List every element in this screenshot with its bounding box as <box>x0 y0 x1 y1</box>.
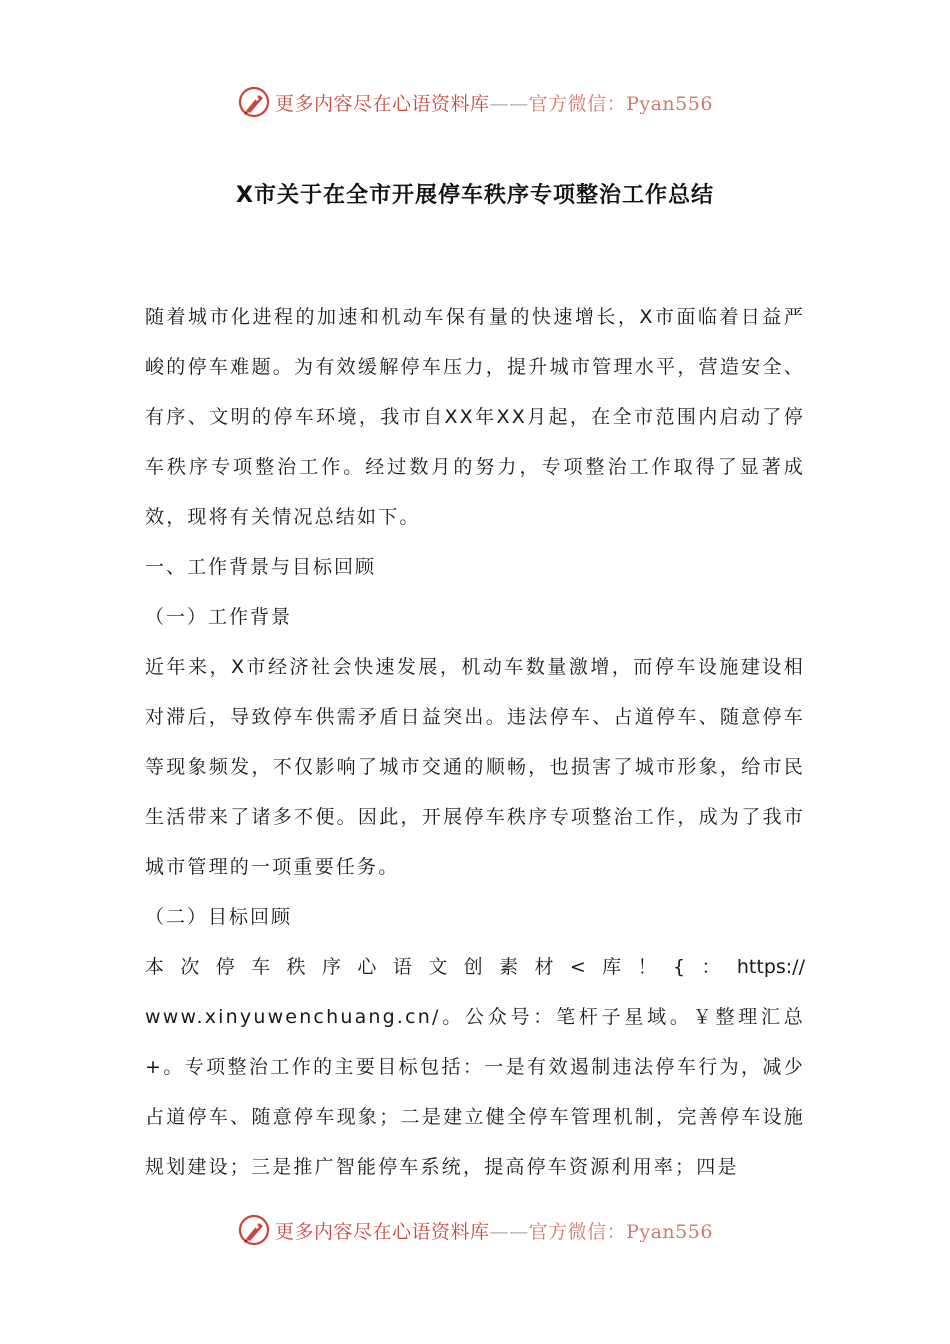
document-body <box>145 292 805 1192</box>
intro-paragraph: 随着城市化进程的加速和机动车保有量的快速增长，X市面临着日益严峻的停车难题。为有效缓解停车压力，提升城市管理水平，营造安全、有序、文明的停车环境，我市自XX年XX月起，在全市范围内启动了停车秩序专项整治工作。经过数月的努力，专项整治工作取得了显著成效，现将有关情况总结如下。 <box>145 306 805 528</box>
footer-wechat-id: Pyan556 <box>626 1220 713 1243</box>
footer-banner <box>0 1210 950 1250</box>
subsection-heading-1: （一）工作背景 <box>145 606 293 628</box>
document-title: X市关于在全市开展停车秩序专项整治工作总结 <box>236 183 714 208</box>
footer-banner-text: 更多内容尽在心语资料库——官方微信：Pyan556 <box>275 1220 713 1243</box>
header-banner <box>0 82 950 122</box>
goals-paragraph-line1: 本次停车秩序心语文创素材<库！{：https:// <box>145 956 805 978</box>
background-paragraph: 近年来，X市经济社会快速发展，机动车数量激增，而停车设施建设相对滞后，导致停车供需矛盾日益突出。违法停车、占道停车、随意停车等现象频发，不仅影响了城市交通的顺畅，也损害了城市形象，给市民生活带来了诸多不便。因此，开展停车秩序专项整治工作，成为了我市城市管理的一项重要任务。 <box>145 656 805 878</box>
header-banner-text: 更多内容尽在心语资料库——官方微信：Pyan556 <box>275 92 713 115</box>
pen-nib-logo-icon <box>237 85 271 119</box>
subsection-heading-2: （二）目标回顾 <box>145 906 293 928</box>
pen-nib-logo-icon <box>237 1213 271 1247</box>
header-wechat-id: Pyan556 <box>626 92 713 115</box>
goals-paragraph: www.xinyuwenchuang.cn/。公众号：笔杆子星域。￥整理汇总+。专项整治工作的主要目标包括：一是有效遏制违法停车行为，减少占道停车、随意停车现象；二是建立健全停车管理机制，完善停车设施规划建设；三是推广智能停车系统，提高停车资源利用率；四是 <box>145 1006 805 1178</box>
section-heading-1: 一、工作背景与目标回顾 <box>145 556 377 578</box>
